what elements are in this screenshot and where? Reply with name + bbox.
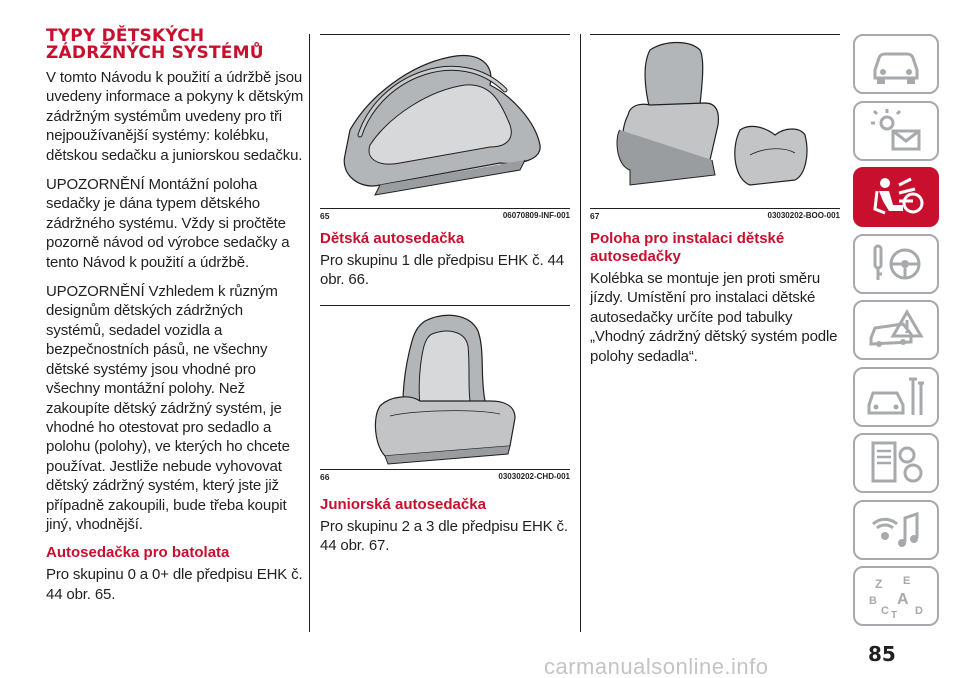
warning-lights-icon [863,107,929,155]
technical-data-icon [863,439,929,487]
tab-multimedia[interactable] [853,500,939,560]
column-divider [309,34,310,632]
column-1 [46,26,304,614]
figure-number: 67 [590,211,600,221]
seat-airbag-icon [863,173,929,221]
figure-code: 03030202-BOO-001 [767,211,840,220]
key-steering-wheel-icon [863,240,929,288]
subheading-child-seat: Dětská autosedačka [320,230,465,247]
section-title-line: ZÁDRŽNÝCH SYSTÉMŮ [46,43,264,63]
figure-caption [320,208,570,222]
index-letter: B [869,595,877,607]
index-letter: Z [875,577,883,591]
index-letter: A [897,591,909,608]
page-number: 85 [868,642,896,666]
subheading-infant-seat: Autosedačka pro batolata [46,544,230,562]
index-letter: T [891,610,898,620]
index-letter: E [903,575,911,587]
warning-paragraph-design: UPOZORNĚNÍ Vzhledem k různým designům dětských zádržných systémů, sedadel vozidla a bezpečnostních pásů, ne všechny dětské systémy jsou vhodné pro všechny montážní polohy. Než zakoupíte dětský zádržný systém, je vhodné ho otestovat pro sedadlo a polohu (polohy), ve kterých ho chcete používat. Jestliže nebude vyhovovat dětský zádržný systém, který jste již případně zakoupili, bude třeba koupit jiný, vhodnější. [46,283,290,533]
figure-caption [590,208,840,222]
index-letter: C [881,605,889,617]
child-seat-illustration [320,306,570,469]
tab-starting-driving[interactable] [853,234,939,294]
infant-seat-paragraph: Pro skupinu 0 a 0+ dle předpisu EHK č. 44 obr. 65. [46,566,303,603]
subheading-installation-position: Poloha pro instalaci dětské autosedačky [590,230,785,265]
index-letter: D [915,605,923,617]
tab-maintenance[interactable] [853,367,939,427]
figure-number: 65 [320,211,330,221]
column-divider [580,34,581,632]
column-2 [320,34,570,566]
tab-technical-data[interactable] [853,433,939,493]
column-3 [590,34,840,376]
figure-number: 66 [320,471,330,482]
warning-paragraph-mounting: UPOZORNĚNÍ Montážní poloha sedačky je dána typem dětského zádržného systému. Vždy si pročtěte pozorně návod od výrobce sedačky a tento Návod k použití a údržbě. [46,176,290,271]
booster-seat-illustration [590,35,840,208]
section-title [46,28,298,62]
figure-caption [320,469,570,483]
booster-seat-paragraph: Pro skupinu 2 a 3 dle předpisu EHK č. 44 obr. 67. [320,517,568,555]
tab-car-dashboard[interactable] [853,34,939,94]
intro-paragraph: V tomto Návodu k použití a údržbě jsou uvedeny informace a pokyny k dětským zádržným systémům uvedeny pro tři nejpoužívanější systémy: kolébku, dětskou sedačku a juniorskou sedačku. [46,69,304,164]
figure-code: 06070809-INF-001 [502,211,570,220]
figure-67 [590,34,840,222]
car-breakdown-icon [863,306,929,354]
section-title-line: TYPY DĚTSKÝCH [46,26,205,46]
installation-position-paragraph: Kolébka se montuje jen proti směru jízdy. Umístění pro instalaci dětské autosedačky určíte pod tabulky „Vhodný zádržný dětský systém podle polohy sedadla“. [590,270,838,365]
alphabetical-index-icon [863,572,929,620]
figure-65 [320,34,570,222]
figure-66 [320,305,570,483]
car-maintenance-icon [863,373,929,421]
figure-code: 03030202-CHD-001 [498,471,570,481]
watermark: carmanualsonline.info [544,654,769,678]
tab-safety[interactable] [853,167,939,227]
multimedia-icon [863,506,929,554]
tab-warning-lights[interactable] [853,101,939,161]
infant-carrier-illustration [320,35,570,208]
tab-emergency[interactable] [853,300,939,360]
tab-index[interactable] [853,566,939,626]
car-dashboard-icon [863,40,929,88]
subheading-booster-seat: Juniorská autosedačka [320,495,486,513]
child-seat-paragraph: Pro skupinu 1 dle předpisu EHK č. 44 obr. 66. [320,252,564,289]
chapter-tabs [853,34,939,633]
